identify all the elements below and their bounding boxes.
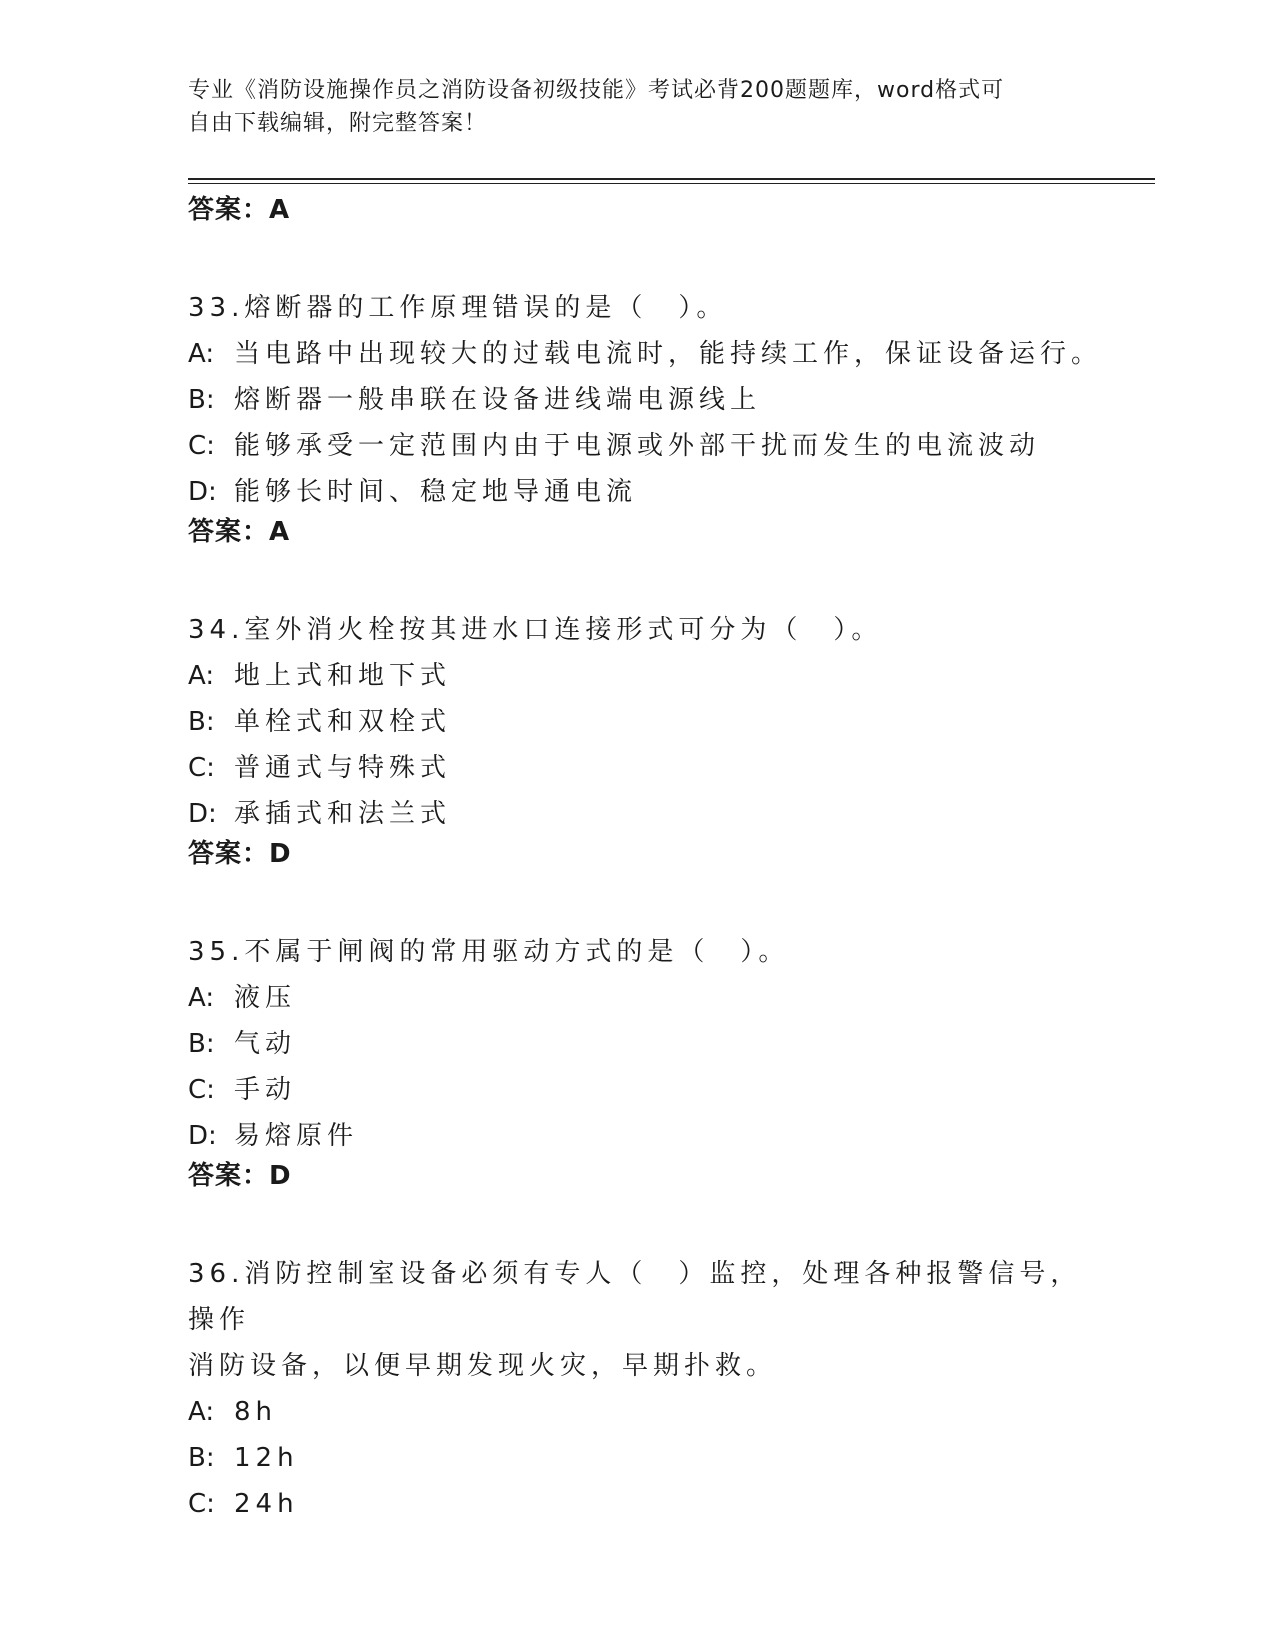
option-b: B: 单栓式和双栓式 — [188, 707, 452, 737]
option-b: B: 气动 — [188, 1029, 297, 1059]
option-d: D: 能够长时间、稳定地导通电流 — [188, 477, 638, 507]
document-header — [188, 74, 1088, 140]
header-line-1: 专业《消防设施操作员之消防设备初级技能》考试必背200题题库，word格式可 — [188, 78, 1005, 103]
question-stem: 35.不属于闸阀的常用驱动方式的是（ ）。 — [188, 937, 790, 967]
header-rule-thin — [188, 183, 1155, 184]
option-b: B: 熔断器一般串联在设备进线端电源线上 — [188, 385, 762, 415]
option-a: A: 当电路中出现较大的过载电流时，能持续工作，保证设备运行。 — [188, 339, 1103, 369]
option-d: D: 易熔原件 — [188, 1121, 359, 1151]
question-stem: 34.室外消火栓按其进水口连接形式可分为（ ）。 — [188, 615, 883, 645]
option-c: C: 能够承受一定范围内由于电源或外部干扰而发生的电流波动 — [188, 431, 1041, 461]
option-b: B: 12h — [188, 1443, 299, 1473]
option-a: A: 液压 — [188, 983, 297, 1013]
question-stem: 33.熔断器的工作原理错误的是（ ）。 — [188, 293, 728, 323]
header-rule-thick — [188, 178, 1155, 180]
question-36 — [188, 1251, 1088, 1527]
answer-label: 答案：D — [188, 839, 292, 869]
option-c: C: 手动 — [188, 1075, 297, 1105]
question-list — [188, 193, 1103, 1527]
question-34 — [188, 607, 1088, 871]
option-d: D: 承插式和法兰式 — [188, 799, 452, 829]
option-c: C: 普通式与特殊式 — [188, 753, 452, 783]
option-c: C: 24h — [188, 1489, 299, 1519]
option-a: A: 8h — [188, 1397, 278, 1427]
question-33 — [188, 285, 1103, 549]
option-a: A: 地上式和地下式 — [188, 661, 452, 691]
question-35 — [188, 929, 1088, 1193]
question-stem-line-2: 消防设备，以便早期发现火灾，早期扑救。 — [188, 1351, 778, 1381]
question-stem-line-1: 36.消防控制室设备必须有专人（ ）监控，处理各种报警信号，操作 — [188, 1259, 1082, 1335]
answer-label: 答案：A — [188, 517, 291, 547]
answer-label: 答案：A — [188, 195, 291, 225]
answer-label: 答案：D — [188, 1161, 292, 1191]
header-line-2: 自由下载编辑，附完整答案！ — [188, 111, 488, 136]
